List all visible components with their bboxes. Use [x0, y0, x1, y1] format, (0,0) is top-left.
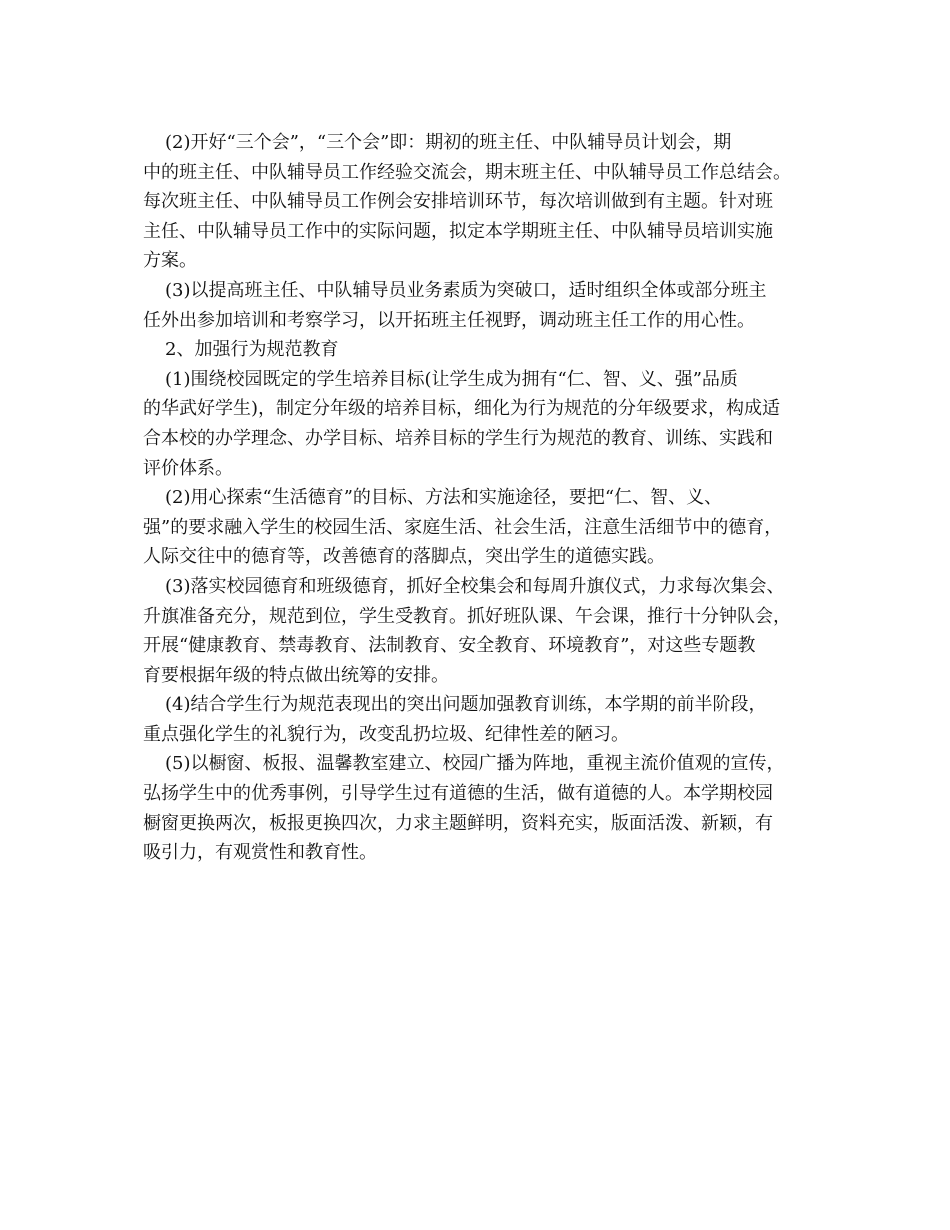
paragraph-line: 升旗准备充分，规范到位，学生受教育。抓好班队课、午会课，推行十分钟队会，: [143, 605, 791, 627]
paragraph-line: 任外出参加培训和考察学习，以开拓班主任视野，调动班主任工作的用心性。: [143, 309, 755, 331]
paragraph-line: 的华武好学生)，制定分年级的培养目标，细化为行为规范的分年级要求，构成适: [143, 398, 781, 420]
paragraph-line: 方案。: [143, 250, 197, 272]
paragraph-line: (4)结合学生行为规范表现出的突出问题加强教育训练，本学期的前半阶段，: [165, 694, 767, 716]
paragraph-line: 开展“健康教育、禁毒教育、法制教育、安全教育、环境教育”，对这些专题教: [143, 635, 756, 657]
paragraph-line: 评价体系。: [143, 457, 233, 479]
section-heading: 2、加强行为规范教育: [165, 339, 339, 361]
paragraph-line: 每次班主任、中队辅导员工作例会安排培训环节，每次培训做到有主题。针对班: [143, 191, 773, 213]
paragraph-line: 重点强化学生的礼貌行为，改变乱扔垃圾、纪律性差的陋习。: [143, 723, 629, 745]
paragraph-line: 合本校的办学理念、办学目标、培养目标的学生行为规范的教育、训练、实践和: [143, 427, 773, 449]
paragraph-line: (2)开好“三个会”，“三个会”即：期初的班主任、中队辅导员计划会，期: [165, 132, 732, 153]
paragraph-line: 弘扬学生中的优秀事例，引导学生过有道德的生活，做有道德的人。本学期校园: [143, 783, 773, 805]
body-text: [143, 128, 813, 868]
paragraph-line: (1)围绕校园既定的学生培养目标(让学生成为拥有“仁、智、义、强”品质: [165, 368, 738, 390]
paragraph-line: (3)以提高班主任、中队辅导员业务素质为突破口，适时组织全体或部分班主: [165, 279, 767, 301]
paragraph-line: 强”的要求融入学生的校园生活、家庭生活、社会生活，注意生活细节中的德育，: [143, 516, 783, 538]
paragraph-line: (2)用心探索“生活德育”的目标、方法和实施途径，要把“仁、智、义、: [165, 487, 723, 509]
paragraph-line: 育要根据年级的特点做出统筹的安排。: [143, 664, 449, 686]
paragraph-line: 吸引力，有观赏性和教育性。: [143, 842, 377, 864]
paragraph-line: 主任、中队辅导员工作中的实际问题，拟定本学期班主任、中队辅导员培训实施: [143, 220, 773, 242]
paragraph-line: (5)以橱窗、板报、温馨教室建立、校园广播为阵地，重视主流价值观的宣传，: [165, 753, 785, 775]
paragraph-line: (3)落实校园德育和班级德育，抓好全校集会和每周升旗仪式，力求每次集会、: [165, 575, 785, 597]
paragraph-line: 中的班主任、中队辅导员工作经验交流会，期末班主任、中队辅导员工作总结会。: [143, 161, 791, 183]
paragraph-line: 橱窗更换两次，板报更换四次，力求主题鲜明，资料充实，版面活泼、新颖，有: [143, 812, 773, 834]
paragraph-line: 人际交往中的德育等，改善德育的落脚点，突出学生的道德实践。: [143, 546, 665, 568]
